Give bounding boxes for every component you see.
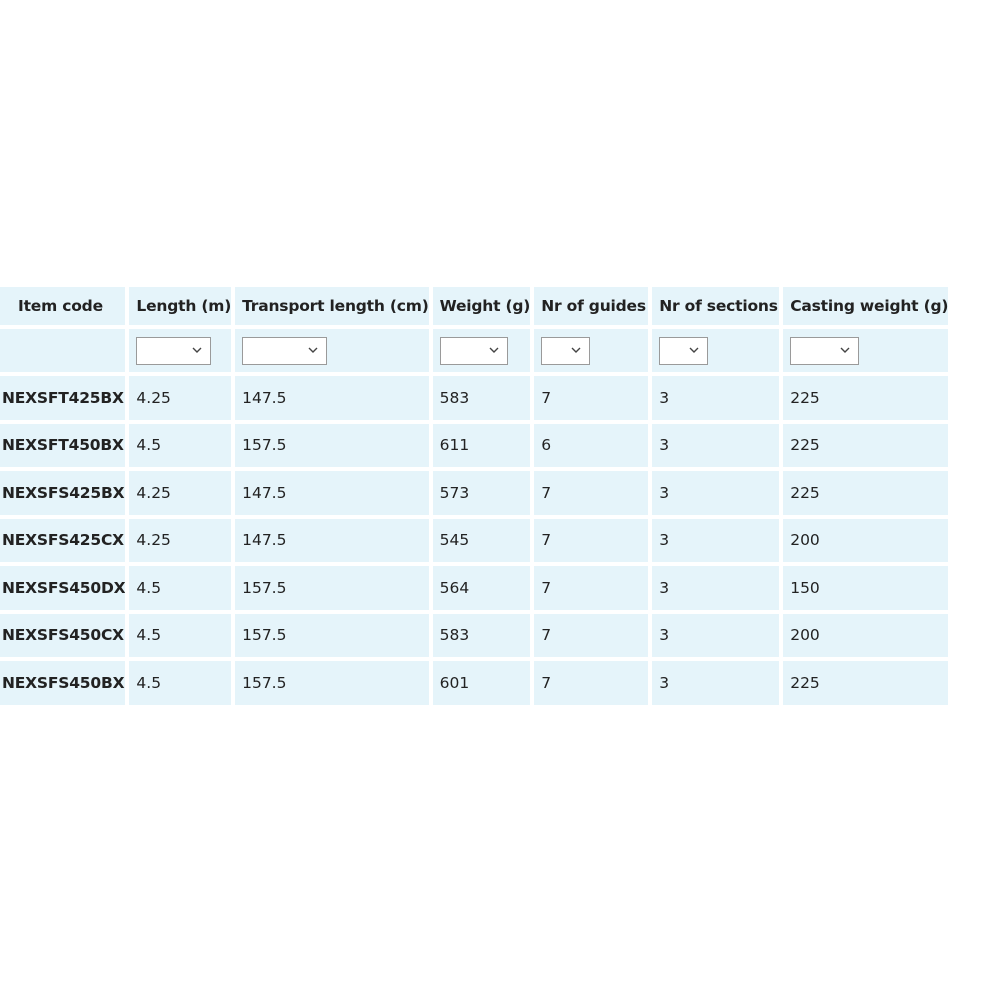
length-filter-select[interactable] xyxy=(136,337,211,365)
column-header-nr-of-sections: Nr of sections xyxy=(652,287,779,325)
table-row xyxy=(0,566,948,610)
chevron-down-icon xyxy=(489,346,499,354)
nr-of-sections-cell: 3 xyxy=(652,376,779,420)
table-row xyxy=(0,471,948,515)
transport-length-filter-select[interactable] xyxy=(242,337,327,365)
casting-weight-cell: 200 xyxy=(783,614,948,658)
filter-row xyxy=(0,329,948,372)
casting-weight-cell: 200 xyxy=(783,519,948,563)
length-cell: 4.25 xyxy=(129,519,231,563)
nr-of-guides-cell: 6 xyxy=(534,424,648,468)
transport-length-cell: 147.5 xyxy=(235,376,429,420)
weight-cell: 583 xyxy=(433,376,531,420)
casting-weight-cell: 150 xyxy=(783,566,948,610)
filter-cell-weight xyxy=(433,329,531,372)
column-header-item-code: Item code xyxy=(0,287,125,325)
item-code-cell: NEXSFS425BX xyxy=(0,471,125,515)
length-cell: 4.25 xyxy=(129,471,231,515)
nr-of-sections-cell: 3 xyxy=(652,661,779,705)
length-cell: 4.5 xyxy=(129,424,231,468)
table-row xyxy=(0,424,948,468)
nr-of-guides-cell: 7 xyxy=(534,566,648,610)
column-header-length: Length (m) xyxy=(129,287,231,325)
length-cell: 4.25 xyxy=(129,376,231,420)
chevron-down-icon xyxy=(571,346,581,354)
transport-length-cell: 157.5 xyxy=(235,566,429,610)
item-code-cell: NEXSFT450BX xyxy=(0,424,125,468)
nr-of-guides-cell: 7 xyxy=(534,661,648,705)
nr-of-sections-filter-select[interactable] xyxy=(659,337,708,365)
casting-weight-cell: 225 xyxy=(783,376,948,420)
casting-weight-filter-select[interactable] xyxy=(790,337,859,365)
weight-cell: 601 xyxy=(433,661,531,705)
transport-length-cell: 147.5 xyxy=(235,519,429,563)
filter-cell-length xyxy=(129,329,231,372)
nr-of-guides-cell: 7 xyxy=(534,614,648,658)
weight-cell: 573 xyxy=(433,471,531,515)
nr-of-sections-cell: 3 xyxy=(652,424,779,468)
nr-of-guides-cell: 7 xyxy=(534,471,648,515)
chevron-down-icon xyxy=(840,346,850,354)
item-code-cell: NEXSFS450BX xyxy=(0,661,125,705)
nr-of-sections-cell: 3 xyxy=(652,519,779,563)
nr-of-guides-cell: 7 xyxy=(534,519,648,563)
filter-cell-empty xyxy=(0,329,125,372)
weight-cell: 564 xyxy=(433,566,531,610)
filter-cell-casting-weight xyxy=(783,329,948,372)
item-code-cell: NEXSFT425BX xyxy=(0,376,125,420)
filter-cell-transport-length xyxy=(235,329,429,372)
header-row xyxy=(0,287,948,325)
casting-weight-cell: 225 xyxy=(783,661,948,705)
table-row xyxy=(0,614,948,658)
weight-cell: 545 xyxy=(433,519,531,563)
column-header-nr-of-guides: Nr of guides xyxy=(534,287,648,325)
transport-length-cell: 157.5 xyxy=(235,424,429,468)
table-row xyxy=(0,376,948,420)
item-code-cell: NEXSFS425CX xyxy=(0,519,125,563)
casting-weight-cell: 225 xyxy=(783,424,948,468)
transport-length-cell: 147.5 xyxy=(235,471,429,515)
nr-of-sections-cell: 3 xyxy=(652,614,779,658)
table-row xyxy=(0,661,948,705)
product-table-container xyxy=(0,283,986,709)
length-cell: 4.5 xyxy=(129,614,231,658)
chevron-down-icon xyxy=(192,346,202,354)
item-code-cell: NEXSFS450CX xyxy=(0,614,125,658)
length-cell: 4.5 xyxy=(129,661,231,705)
column-header-transport-length: Transport length (cm) xyxy=(235,287,429,325)
item-code-cell: NEXSFS450DX xyxy=(0,566,125,610)
column-header-casting-weight: Casting weight (g) xyxy=(783,287,948,325)
weight-cell: 611 xyxy=(433,424,531,468)
weight-filter-select[interactable] xyxy=(440,337,508,365)
table-row xyxy=(0,519,948,563)
nr-of-sections-cell: 3 xyxy=(652,566,779,610)
chevron-down-icon xyxy=(308,346,318,354)
column-header-weight: Weight (g) xyxy=(433,287,531,325)
filter-cell-nr-of-sections xyxy=(652,329,779,372)
length-cell: 4.5 xyxy=(129,566,231,610)
product-spec-table xyxy=(0,283,952,709)
nr-of-guides-filter-select[interactable] xyxy=(541,337,590,365)
chevron-down-icon xyxy=(689,346,699,354)
weight-cell: 583 xyxy=(433,614,531,658)
nr-of-sections-cell: 3 xyxy=(652,471,779,515)
transport-length-cell: 157.5 xyxy=(235,614,429,658)
transport-length-cell: 157.5 xyxy=(235,661,429,705)
casting-weight-cell: 225 xyxy=(783,471,948,515)
nr-of-guides-cell: 7 xyxy=(534,376,648,420)
filter-cell-nr-of-guides xyxy=(534,329,648,372)
